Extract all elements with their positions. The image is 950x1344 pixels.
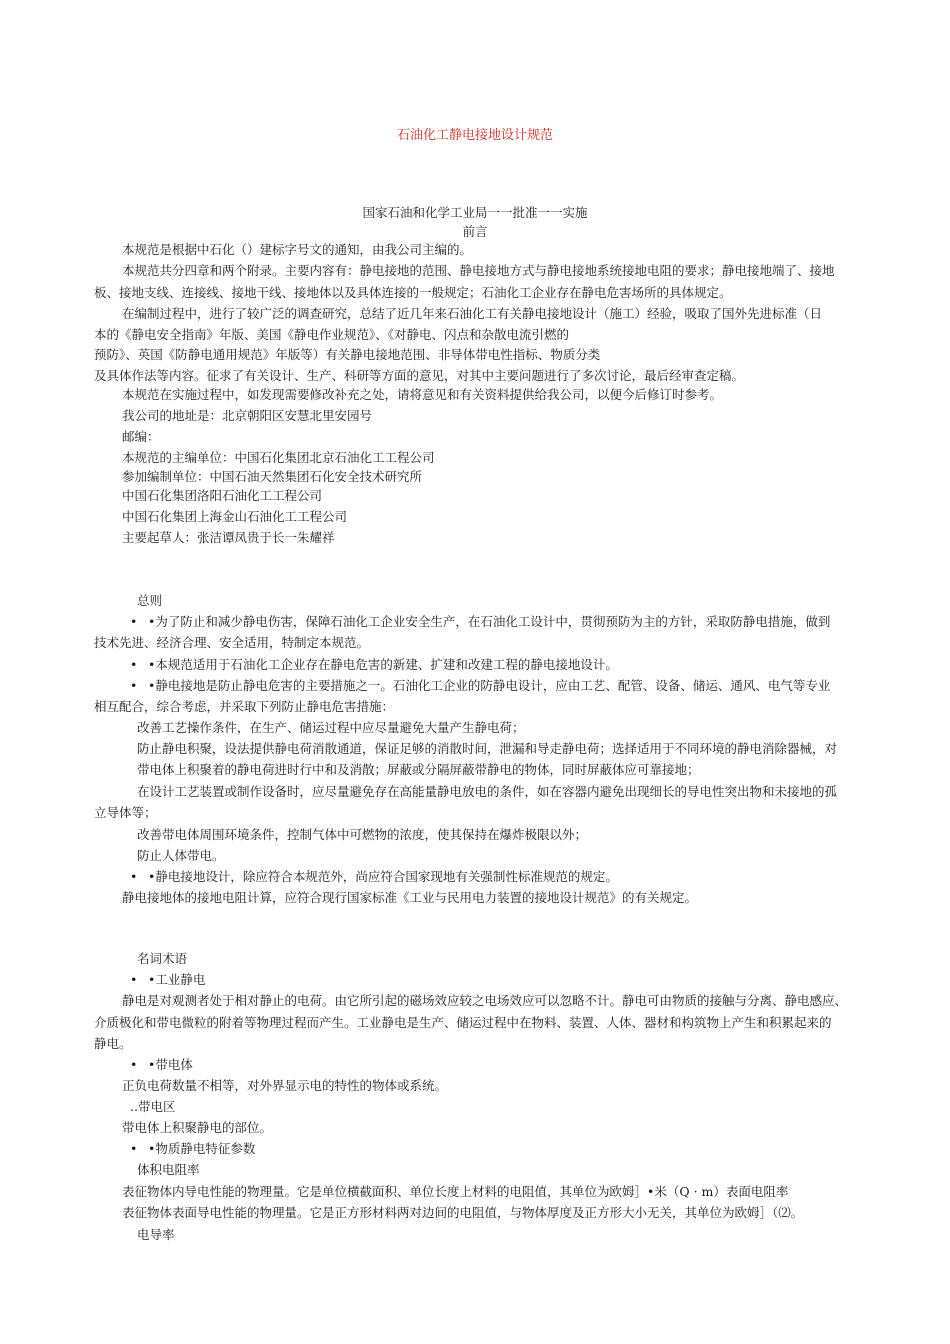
preface-paragraph-line: 及具体作法等内容。征求了有关设计、生产、科研等方面的意见，对其中主要问题进行了多次讨论，最后经审查定稿。: [94, 368, 745, 383]
general-item-line: 静电接地体的接地电阻计算，应符合现行国家标准《工业与民用电力装置的接地设计规范》的有关规定。: [122, 890, 698, 905]
term-heading: •带电体: [148, 1057, 193, 1072]
bullet-marker: •: [130, 972, 138, 987]
preface-heading: 前言: [462, 224, 488, 239]
measure-line: 带电体上积聚着的静电荷进时行中和及消散；屏蔽或分隔屏蔽带静电的物体，同时屏蔽体应可靠接地；: [137, 762, 700, 777]
term-definition-line: 正负电荷数量不相等，对外界显示电的特性的物体或系统。: [122, 1078, 448, 1093]
general-item-line: 相互配合，综合考虑，并采取下列防止静电危害措施：: [94, 699, 395, 714]
term-definition-line: 静电。: [94, 1036, 132, 1051]
preface-paragraph-line: 板、接地支线、连接线、接地干线、接地体以及具体连接的一般规定；石油化工企业存在静电危害场所的具体规定。: [94, 285, 732, 300]
measure-line: 防止静电积聚，设法提供静电荷消散通道，保证足够的消散时间，泄漏和导走静电荷；选择适用于不同环境的静电消除器械，对: [137, 741, 838, 756]
bullet-marker: •: [130, 678, 138, 693]
document-title: 石油化工静电接地设计规范: [396, 128, 553, 143]
bullet-marker: •: [130, 1057, 138, 1072]
preface-postcode: 邮编：: [122, 429, 160, 444]
term-subheading: 体积电阻率: [137, 1162, 200, 1177]
preface-paragraph-line: 本规范共分四章和两个附录。主要内容有：静电接地的范围、静电接地方式与静电接地系统接地电阻的要求；静电接地端了、接地: [122, 263, 835, 278]
term-definition-line: 介质极化和带电微粒的附着等物理过程而产生。工业静电是生产、储运过程中在物料、装置、人体、器材和构筑物上产生和积累起来的: [94, 1015, 832, 1030]
term-definition-line: 表征物体表面导电性能的物理量。它是正方形材料两对边间的电阻值，与物体厚度及正方形大小无关，其单位为欧姆］（⑵。: [122, 1205, 804, 1220]
general-item-line: •静电接地设计，除应符合本规范外，尚应符合国家现地有关强制性标准规范的规定。: [148, 869, 618, 884]
term-heading: •物质静电特征参数: [148, 1141, 256, 1156]
bullet-marker: •: [130, 614, 138, 629]
term-heading: ..带电区: [130, 1099, 176, 1114]
general-item-line: •为了防止和减少静电伤害，保障石油化工企业安全生产，在石油化工设计中，贯彻预防为主的方针，采取防静电措施，做到: [148, 614, 831, 629]
general-item-line: 技术先进、经济合理、安全适用，特制定本规范。: [94, 635, 370, 650]
preface-paragraph-line: 本规范是根据中石化（）建标字号文的通知，由我公司主编的。: [122, 242, 473, 257]
preface-paragraph-line: 在编制过程中，进行了较广泛的调查研究，总结了近几年来石油化工有关静电接地设计（施工）经验，吸取了国外先进标准（日: [122, 306, 823, 321]
issuer-line: 国家石油和化学工业局一一批准一一实施: [362, 205, 588, 220]
preface-participant: 中国石化集团洛阳石油化工工程公司: [122, 488, 323, 503]
term-heading: •工业静电: [148, 972, 206, 987]
bullet-marker: •: [130, 1141, 138, 1156]
preface-drafters: 主要起草人：张洁谭凤贵于长一朱耀祥: [122, 530, 335, 545]
general-heading: 总则: [137, 593, 163, 608]
bullet-marker: •: [130, 869, 138, 884]
term-definition-line: 带电体上积聚静电的部位。: [122, 1120, 273, 1135]
measure-line: 在设计工艺装置或制作设备时，应尽量避免存在高能量静电放电的条件，如在容器内避免出现细长的导电性突出物和未接地的孤: [137, 784, 838, 799]
preface-address: 我公司的地址是：北京朝阳区安慧北里安园号: [122, 408, 373, 423]
general-item-line: •本规范适用于石油化工企业存在静电危害的新建、扩建和改建工程的静电接地设计。: [148, 657, 618, 672]
term-definition-line: 表征物体内导电性能的物理量。它是单位横截面积、单位长度上材料的电阻值，其单位为欧姆］•米（Q · m）表面电阻率: [122, 1184, 789, 1199]
term-definition-line: 静电是对观测者处于相对静止的电荷。由它所引起的磁场效应较之电场效应可以忽略不计。静电可由物质的接触与分离、静电感应、: [122, 993, 848, 1008]
terms-heading: 名词术语: [137, 951, 188, 966]
general-item-line: •静电接地是防止静电危害的主要措施之一。石油化工企业的防静电设计，应由工艺、配管、设备、储运、通风、电气等专业: [148, 678, 831, 693]
measure-line: 防止人体带电。: [137, 848, 225, 863]
measure-line: 改善工艺操作条件，在生产、储运过程中应尽量避免大量产生静电荷；: [137, 720, 525, 735]
preface-participant: 中国石化集团上海金山石油化工工程公司: [122, 509, 348, 524]
preface-paragraph-line: 预防》、英国《防静电通用规范》年版等）有关静电接地范围、非导体带电性指标、物质分类: [94, 347, 601, 362]
term-subheading: 电导率: [137, 1227, 175, 1242]
preface-participant: 参加编制单位：中国石油天然集团石化安全技术研究所: [122, 469, 423, 484]
measure-line: 立导体等；: [94, 805, 157, 820]
preface-chief-editor: 本规范的主编单位：中国石化集团北京石油化工工程公司: [122, 450, 435, 465]
bullet-marker: •: [130, 657, 138, 672]
preface-paragraph-line: 本规范在实施过程中，如发现需要修改补充之处，请将意见和有关资料提供给我公司，以便今后修订时参考。: [122, 387, 723, 402]
measure-line: 改善带电体周围环境条件，控制气体中可燃物的浓度，使其保持在爆炸极限以外；: [137, 827, 588, 842]
preface-paragraph-line: 本的《静电安全指南》年版、美国《静电作业规范》、《对静电、闪点和杂散电流引燃的: [94, 327, 570, 342]
